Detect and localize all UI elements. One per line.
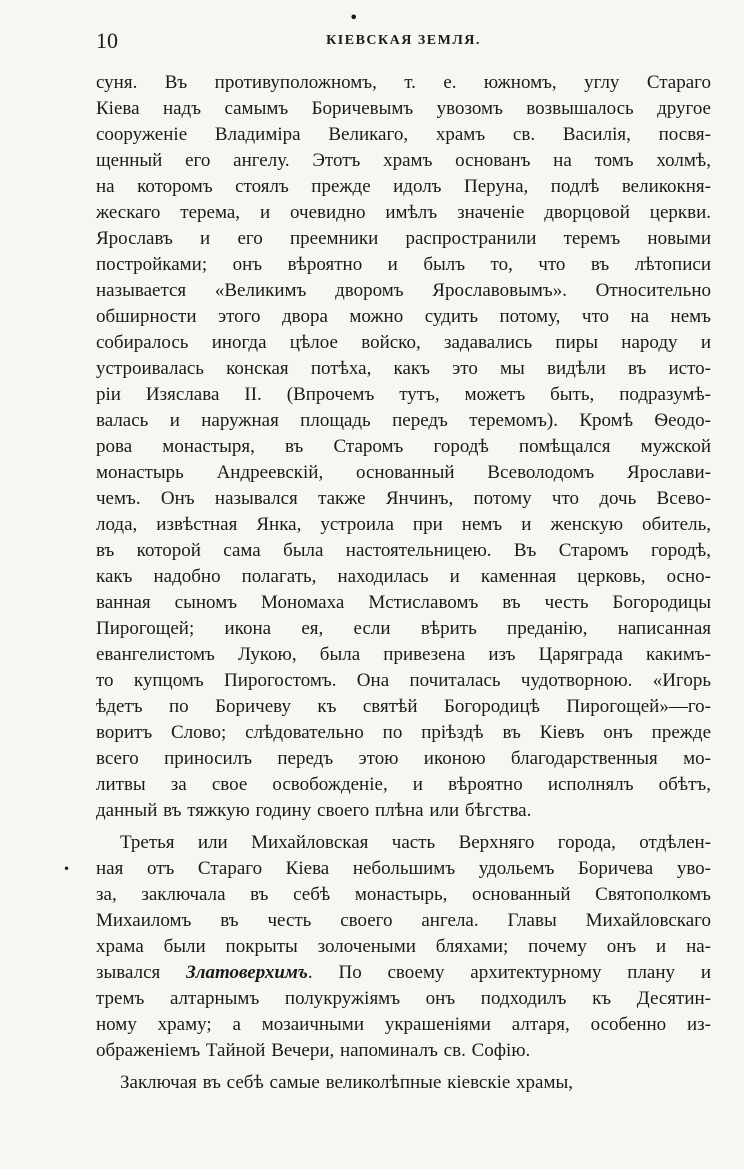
paragraph	[96, 830, 711, 1064]
text-line: щенный его ангелу. Этотъ храмъ основанъ на томъ холмѣ,	[96, 150, 711, 171]
text-line: рова монастыря, въ Старомъ городѣ помѣщался мужской	[96, 436, 711, 457]
page-number: 10	[96, 28, 118, 53]
text-line: тремъ алтарнымъ полукружіямъ онъ подходилъ къ Десятин-	[96, 988, 711, 1009]
text-line: за, заключала въ себѣ монастырь, основанный Святополкомъ	[96, 884, 711, 905]
book-page	[96, 8, 711, 1096]
decorative-dot: •	[349, 8, 359, 27]
page-header	[96, 8, 711, 70]
paragraph	[96, 1070, 711, 1096]
text-fragment: зывался	[96, 962, 187, 983]
text-line: ванная сыномъ Мономаха Мстиславомъ въ честь Богородицы	[96, 592, 711, 613]
paragraph	[96, 70, 711, 824]
text-line: Михаиломъ въ честь своего ангела. Главы Михайловскаго	[96, 910, 711, 931]
text-line: лода, извѣстная Янка, устроила при немъ и женскую обитель,	[96, 514, 711, 535]
text-line: Заключая въ себѣ самые великолѣпные кіевскіе храмы,	[120, 1072, 574, 1093]
running-title: КІЕВСКАЯ ЗЕМЛЯ.	[326, 33, 481, 48]
text-line: постройками; онъ вѣроятно и былъ то, что въ лѣтописи	[96, 254, 711, 275]
text-line: суня. Въ противуположномъ, т. е. южномъ, углу Стараго	[96, 72, 711, 93]
text-line: Пирогощей; икона ея, если вѣрить преданію, написанная	[96, 618, 711, 639]
text-line: обширности этого двора можно судить потому, что на немъ	[96, 306, 711, 327]
body-text	[96, 70, 711, 1096]
text-line: воритъ Слово; слѣдовательно по пріѣздѣ въ Кіевъ онъ прежде	[96, 722, 711, 743]
text-line: на которомъ стоялъ прежде идолъ Перуна, подлѣ великокня-	[96, 176, 711, 197]
text-line: Кіева надъ самымъ Боричевымъ увозомъ возвышалось другое	[96, 98, 711, 119]
text-fragment: . По своему архитектурному плану и	[307, 962, 711, 983]
text-line: данный въ тяжкую годину своего плѣна или бѣгства.	[96, 800, 532, 821]
text-line: валась и наружная площадь передъ теремомъ). Кромѣ Ѳеодо-	[96, 410, 711, 431]
text-line: ному храму; а мозаичными украшеніями алтаря, особенно из-	[96, 1014, 711, 1035]
text-line: храма были покрыты золочеными бляхами; почему онъ и на-	[96, 936, 711, 957]
text-line: ная отъ Стараго Кіева небольшимъ удольемъ Боричева уво-	[96, 858, 711, 879]
text-line: называется «Великимъ дворомъ Ярославовымъ». Относительно	[96, 280, 711, 301]
text-line: чемъ. Онъ назывался также Янчинъ, потому что дочь Всево-	[96, 488, 711, 509]
text-line: литвы за свое освобожденіе, и вѣроятно исполнялъ обѣтъ,	[96, 774, 711, 795]
text-line: ображеніемъ Тайной Вечери, напоминалъ св. Софію.	[96, 1040, 531, 1061]
margin-mark: •	[63, 862, 71, 876]
text-line: Третья или Михайловская часть Верхняго города, отдѣлен-	[120, 832, 711, 853]
text-line: ріи Изяслава II. (Впрочемъ тутъ, можетъ быть, подразумѣ-	[96, 384, 711, 405]
text-line: какъ надобно полагать, находилась и каменная церковь, осно-	[96, 566, 711, 587]
text-line: въ которой сама была настоятельницею. Въ Старомъ городѣ,	[96, 540, 711, 561]
text-line: собиралось иногда цѣлое войско, задавались пиры народу и	[96, 332, 711, 353]
text-line: ѣдетъ по Боричеву къ святѣй Богородицѣ Пирогощей»—го-	[96, 696, 711, 717]
text-line: устроивалась конская потѣха, какъ это мы видѣли въ исто-	[96, 358, 711, 379]
text-line: всего приносилъ передъ этою иконою благодарственныя мо-	[96, 748, 711, 769]
text-line: сооруженіе Владиміра Великаго, храмъ св. Василія, посвя-	[96, 124, 711, 145]
text-line: жескаго терема, и очевидно имѣлъ значеніе дворцовой церкви.	[96, 202, 711, 223]
text-line: монастырь Андреевскій, основанный Всеволодомъ Ярослави-	[96, 462, 711, 483]
text-line	[96, 960, 711, 986]
text-line: Ярославъ и его преемники распространили теремъ новыми	[96, 228, 711, 249]
emphasized-term: Златоверхимъ	[186, 962, 308, 983]
text-line: то купцомъ Пирогостомъ. Она почиталась чудотворною. «Игорь	[96, 670, 711, 691]
text-line: евангелистомъ Лукою, была привезена изъ Царяграда какимъ-	[96, 644, 711, 665]
